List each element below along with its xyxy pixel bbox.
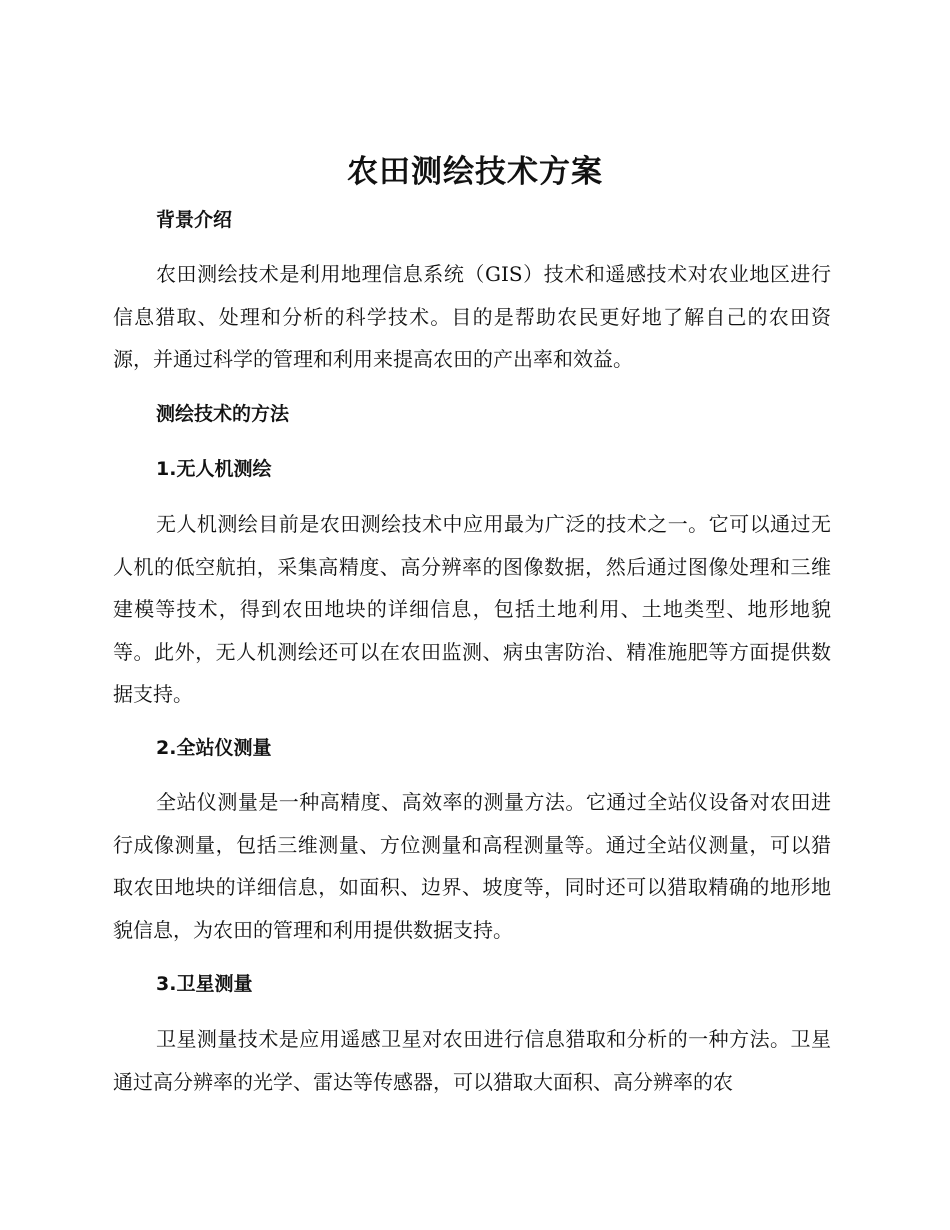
paragraph-background: 农田测绘技术是利用地理信息系统（GIS）技术和遥感技术对农业地区进行信息猎取、处理和分析的科学技术。目的是帮助农民更好地了解自己的农田资源，并通过科学的管理和利用来提高农田的产出率和效益。 <box>113 262 831 371</box>
paragraph-total-station: 全站仪测量是一种高精度、高效率的测量方法。它通过全站仪设备对农田进行成像测量，包括三维测量、方位测量和高程测量等。通过全站仪测量，可以猎取农田地块的详细信息，如面积、边界、坡度等，同时还可以猎取精确的地形地貌信息，为农田的管理和利用提供数据支持。 <box>113 790 831 942</box>
paragraph-satellite: 卫星测量技术是应用遥感卫星对农田进行信息猎取和分析的一种方法。卫星通过高分辨率的光学、雷达等传感器，可以猎取大面积、高分辨率的农 <box>113 1027 831 1094</box>
section-heading-background: 背景介绍 <box>156 209 233 231</box>
section-heading-drone-mapping: 1.无人机测绘 <box>156 458 272 480</box>
section-heading-satellite: 3.卫星测量 <box>156 973 253 995</box>
section-heading-total-station: 2.全站仪测量 <box>156 737 272 759</box>
section-heading-methods: 测绘技术的方法 <box>156 403 290 425</box>
document-title: 农田测绘技术方案 <box>347 154 603 190</box>
paragraph-drone-mapping: 无人机测绘目前是农田测绘技术中应用最为广泛的技术之一。它可以通过无人机的低空航拍，采集高精度、高分辨率的图像数据，然后通过图像处理和三维建模等技术，得到农田地块的详细信息，包括土地利用、土地类型、地形地貌等。此外，无人机测绘还可以在农田监测、病虫害防治、精准施肥等方面提供数据支持。 <box>113 512 831 706</box>
